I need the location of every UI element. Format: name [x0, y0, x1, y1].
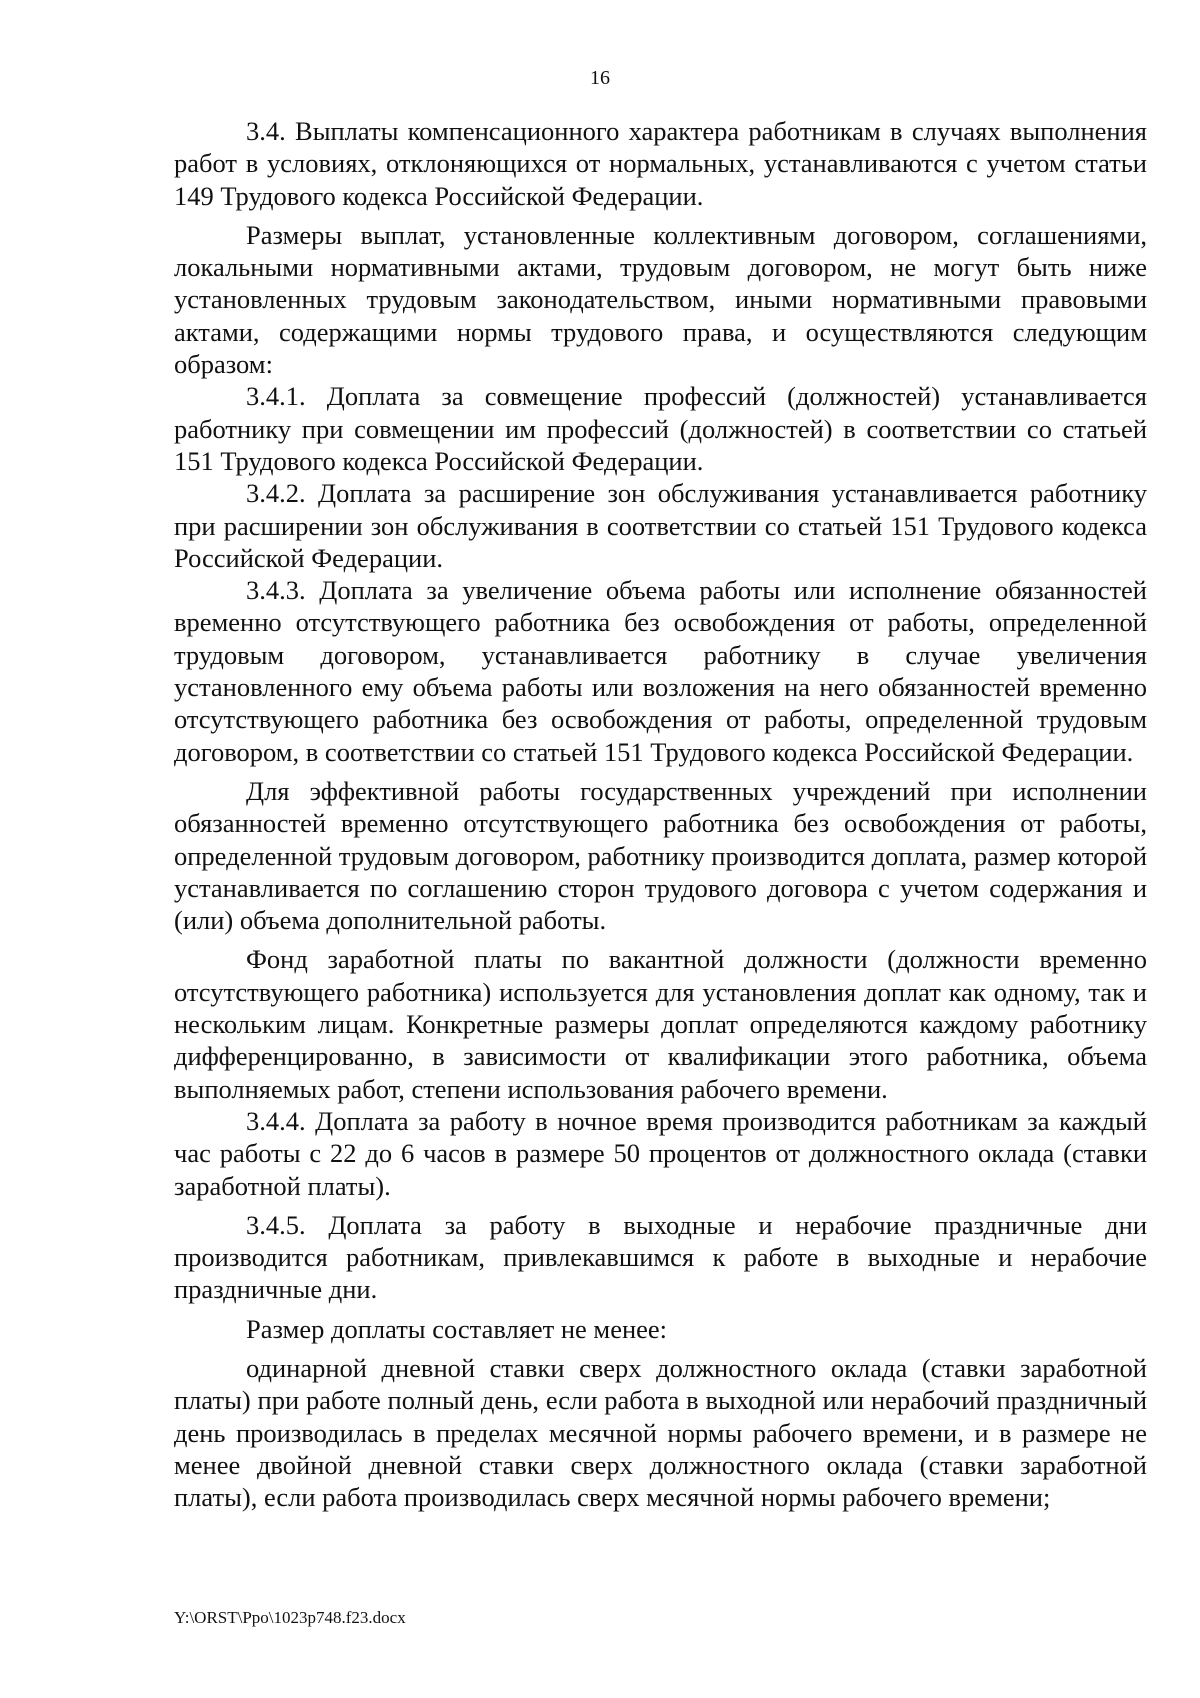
paragraph-wage-fund: Фонд заработной платы по вакантной должности (должности временно отсутствующего работника) используется для установления доплат как одному, так и нескольким лицам. Конкретные размеры доплат определяются каждому работнику дифференцированно, в зависимости от квалификации этого работника, объема выполняемых работ, степени использования рабочего времени. — [174, 944, 1147, 1104]
paragraph-payment-minimum: Размер доплаты составляет не менее: — [246, 1313, 668, 1344]
paragraph-single-daily-rate: одинарной дневной ставки сверх должностного оклада (ставки заработной платы) при работе полный день, если работа в выходной или нерабочий праздничный день производилась в пределах месячной нормы рабочего времени, и в размере не менее двойной дневной ставки сверх должностного оклада (ставки заработной платы), если работа производилась сверх месячной нормы рабочего времени; — [174, 1352, 1147, 1513]
paragraph-3-4-5: 3.4.5. Доплата за работу в выходные и нерабочие праздничные дни производится работникам, привлекавшимся к работе в выходные и нерабочие праздничные дни. — [174, 1209, 1147, 1305]
paragraph-3-4-4: 3.4.4. Доплата за работу в ночное время производится работникам за каждый час работы с 22 до 6 часов в размере 50 процентов от должностного оклада (ставки заработной платы). — [174, 1105, 1147, 1201]
paragraph-efficient-work: Для эффективной работы государственных учреждений при исполнении обязанностей временно отсутствующего работника без освобождения от работы, определенной трудовым договором, работнику производится доплата, размер которой устанавливается по соглашению сторон трудового договора с учетом содержания и (или) объема дополнительной работы. — [174, 775, 1147, 936]
document-body — [174, 115, 1147, 1513]
paragraph-3-4-3: 3.4.3. Доплата за увеличение объема работы или исполнение обязанностей временно отсутствующего работника без освобождения от работы, определенной трудовым договором, устанавливается работнику в случае увеличения установленного ему объема работы или возложения на него обязанностей временно отсутствующего работника без освобождения от работы, определенной трудовым договором, в соответствии со статьей 151 Трудового кодекса Российской Федерации. — [174, 575, 1147, 767]
page-number: 16 — [590, 67, 610, 89]
paragraph-3-4: 3.4. Выплаты компенсационного характера работникам в случаях выполнения работ в условиях, отклоняющихся от нормальных, устанавливаются с учетом статьи 149 Трудового кодекса Российской Федерации. — [174, 116, 1147, 211]
paragraph-3-4-1: 3.4.1. Доплата за совмещение профессий (должностей) устанавливается работнику при совмещении им профессий (должностей) в соответствии со статьей 151 Трудового кодекса Российской Федерации. — [174, 381, 1147, 476]
footer-file-path: Y:\ORST\Ppo\1023p748.f23.docx — [174, 1608, 406, 1627]
paragraph-3-4-2: 3.4.2. Доплата за расширение зон обслуживания устанавливается работнику при расширении зон обслуживания в соответствии со статьей 151 Трудового кодекса Российской Федерации. — [174, 478, 1147, 573]
paragraph-payment-sizes: Размеры выплат, установленные коллективным договором, соглашениями, локальными нормативными актами, трудовым договором, не могут быть ниже установленных трудовым законодательством, иными нормативными правовыми актами, содержащими нормы трудового права, и осуществляются следующим образом: — [174, 219, 1147, 380]
